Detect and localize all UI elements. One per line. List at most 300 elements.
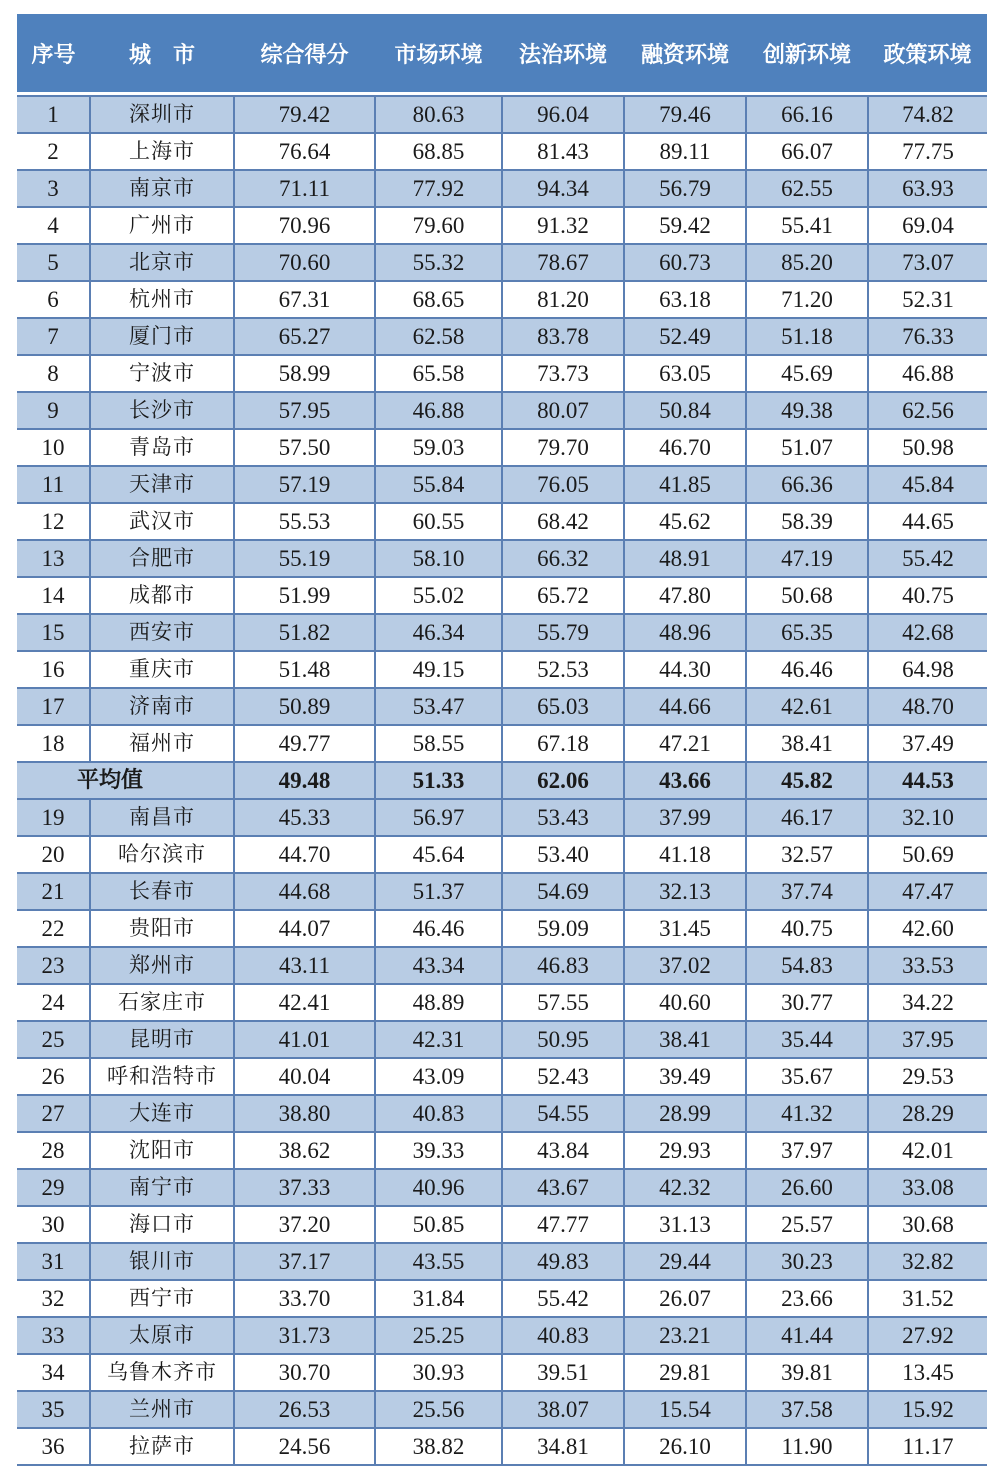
table-row xyxy=(17,1206,987,1243)
market-cell: 31.84 xyxy=(375,1280,502,1317)
table-row xyxy=(17,651,987,688)
table-row xyxy=(17,318,987,355)
average-financing-cell: 43.66 xyxy=(624,762,746,799)
legal-cell: 38.07 xyxy=(502,1391,624,1428)
innovation-cell: 46.17 xyxy=(746,799,868,836)
policy-cell: 40.75 xyxy=(868,577,987,614)
total-score-cell: 51.82 xyxy=(234,614,375,651)
total-score-cell: 76.64 xyxy=(234,133,375,170)
total-score-cell: 31.73 xyxy=(234,1317,375,1354)
total-score-cell: 33.70 xyxy=(234,1280,375,1317)
rank-cell: 7 xyxy=(17,318,90,355)
table-row xyxy=(17,1243,987,1280)
total-score-cell: 50.89 xyxy=(234,688,375,725)
market-cell: 46.34 xyxy=(375,614,502,651)
average-legal-cell: 62.06 xyxy=(502,762,624,799)
market-cell: 43.34 xyxy=(375,947,502,984)
financing-cell: 41.85 xyxy=(624,466,746,503)
city-cell: 成都市 xyxy=(90,577,234,614)
table-row xyxy=(17,466,987,503)
legal-cell: 55.42 xyxy=(502,1280,624,1317)
table-row xyxy=(17,873,987,910)
total-score-cell: 41.01 xyxy=(234,1021,375,1058)
total-score-cell: 55.53 xyxy=(234,503,375,540)
rank-cell: 29 xyxy=(17,1169,90,1206)
market-cell: 56.97 xyxy=(375,799,502,836)
policy-cell: 29.53 xyxy=(868,1058,987,1095)
market-cell: 60.55 xyxy=(375,503,502,540)
city-cell: 南京市 xyxy=(90,170,234,207)
city-cell: 长春市 xyxy=(90,873,234,910)
rank-cell: 21 xyxy=(17,873,90,910)
market-cell: 55.32 xyxy=(375,244,502,281)
innovation-cell: 46.46 xyxy=(746,651,868,688)
innovation-cell: 49.38 xyxy=(746,392,868,429)
legal-cell: 73.73 xyxy=(502,355,624,392)
legal-cell: 96.04 xyxy=(502,96,624,133)
legal-cell: 54.55 xyxy=(502,1095,624,1132)
market-cell: 40.96 xyxy=(375,1169,502,1206)
policy-cell: 73.07 xyxy=(868,244,987,281)
rank-cell: 17 xyxy=(17,688,90,725)
policy-cell: 69.04 xyxy=(868,207,987,244)
rank-cell: 5 xyxy=(17,244,90,281)
city-cell: 郑州市 xyxy=(90,947,234,984)
legal-cell: 65.03 xyxy=(502,688,624,725)
financing-cell: 15.54 xyxy=(624,1391,746,1428)
policy-cell: 48.70 xyxy=(868,688,987,725)
city-ranking-table-container xyxy=(17,14,987,1466)
table-row xyxy=(17,1058,987,1095)
average-row xyxy=(17,762,987,799)
table-row xyxy=(17,725,987,762)
city-cell: 厦门市 xyxy=(90,318,234,355)
financing-cell: 31.13 xyxy=(624,1206,746,1243)
city-cell: 深圳市 xyxy=(90,96,234,133)
table-row xyxy=(17,1317,987,1354)
table-row xyxy=(17,688,987,725)
total-score-cell: 44.68 xyxy=(234,873,375,910)
innovation-cell: 65.35 xyxy=(746,614,868,651)
rank-cell: 32 xyxy=(17,1280,90,1317)
header-row xyxy=(17,14,987,92)
market-cell: 55.84 xyxy=(375,466,502,503)
policy-cell: 32.10 xyxy=(868,799,987,836)
table-row xyxy=(17,947,987,984)
innovation-cell: 47.19 xyxy=(746,540,868,577)
legal-cell: 50.95 xyxy=(502,1021,624,1058)
market-cell: 43.55 xyxy=(375,1243,502,1280)
city-cell: 沈阳市 xyxy=(90,1132,234,1169)
financing-cell: 42.32 xyxy=(624,1169,746,1206)
financing-cell: 47.21 xyxy=(624,725,746,762)
market-cell: 39.33 xyxy=(375,1132,502,1169)
header-financing-environment: 融资环境 xyxy=(624,14,746,92)
city-cell: 太原市 xyxy=(90,1317,234,1354)
rank-cell: 15 xyxy=(17,614,90,651)
policy-cell: 42.68 xyxy=(868,614,987,651)
total-score-cell: 26.53 xyxy=(234,1391,375,1428)
rank-cell: 22 xyxy=(17,910,90,947)
policy-cell: 11.17 xyxy=(868,1428,987,1465)
market-cell: 43.09 xyxy=(375,1058,502,1095)
table-row xyxy=(17,1428,987,1465)
table-body xyxy=(17,92,987,1465)
policy-cell: 44.65 xyxy=(868,503,987,540)
policy-cell: 63.93 xyxy=(868,170,987,207)
total-score-cell: 37.17 xyxy=(234,1243,375,1280)
policy-cell: 27.92 xyxy=(868,1317,987,1354)
average-innovation-cell: 45.82 xyxy=(746,762,868,799)
financing-cell: 48.96 xyxy=(624,614,746,651)
total-score-cell: 51.48 xyxy=(234,651,375,688)
market-cell: 65.58 xyxy=(375,355,502,392)
city-cell: 武汉市 xyxy=(90,503,234,540)
total-score-cell: 57.50 xyxy=(234,429,375,466)
financing-cell: 63.05 xyxy=(624,355,746,392)
innovation-cell: 25.57 xyxy=(746,1206,868,1243)
total-score-cell: 51.99 xyxy=(234,577,375,614)
market-cell: 59.03 xyxy=(375,429,502,466)
innovation-cell: 85.20 xyxy=(746,244,868,281)
city-cell: 北京市 xyxy=(90,244,234,281)
financing-cell: 39.49 xyxy=(624,1058,746,1095)
financing-cell: 26.07 xyxy=(624,1280,746,1317)
rank-cell: 34 xyxy=(17,1354,90,1391)
rank-cell: 36 xyxy=(17,1428,90,1465)
financing-cell: 31.45 xyxy=(624,910,746,947)
rank-cell: 10 xyxy=(17,429,90,466)
table-row xyxy=(17,1169,987,1206)
total-score-cell: 57.19 xyxy=(234,466,375,503)
financing-cell: 37.99 xyxy=(624,799,746,836)
legal-cell: 59.09 xyxy=(502,910,624,947)
rank-cell: 9 xyxy=(17,392,90,429)
legal-cell: 94.34 xyxy=(502,170,624,207)
market-cell: 53.47 xyxy=(375,688,502,725)
table-row xyxy=(17,207,987,244)
table-row xyxy=(17,96,987,133)
city-cell: 贵阳市 xyxy=(90,910,234,947)
city-cell: 长沙市 xyxy=(90,392,234,429)
table-row xyxy=(17,133,987,170)
rank-cell: 25 xyxy=(17,1021,90,1058)
innovation-cell: 51.07 xyxy=(746,429,868,466)
header-policy-environment: 政策环境 xyxy=(868,14,987,92)
rank-cell: 2 xyxy=(17,133,90,170)
table-row xyxy=(17,170,987,207)
market-cell: 50.85 xyxy=(375,1206,502,1243)
city-cell: 重庆市 xyxy=(90,651,234,688)
city-cell: 银川市 xyxy=(90,1243,234,1280)
legal-cell: 66.32 xyxy=(502,540,624,577)
legal-cell: 91.32 xyxy=(502,207,624,244)
table-row xyxy=(17,614,987,651)
market-cell: 46.46 xyxy=(375,910,502,947)
innovation-cell: 11.90 xyxy=(746,1428,868,1465)
innovation-cell: 37.97 xyxy=(746,1132,868,1169)
innovation-cell: 42.61 xyxy=(746,688,868,725)
innovation-cell: 30.23 xyxy=(746,1243,868,1280)
policy-cell: 34.22 xyxy=(868,984,987,1021)
table-row xyxy=(17,836,987,873)
header-city: 城 市 xyxy=(90,14,234,92)
policy-cell: 32.82 xyxy=(868,1243,987,1280)
innovation-cell: 66.07 xyxy=(746,133,868,170)
rank-cell: 16 xyxy=(17,651,90,688)
city-cell: 宁波市 xyxy=(90,355,234,392)
total-score-cell: 65.27 xyxy=(234,318,375,355)
rank-cell: 12 xyxy=(17,503,90,540)
table-row xyxy=(17,429,987,466)
financing-cell: 26.10 xyxy=(624,1428,746,1465)
table-row xyxy=(17,1391,987,1428)
market-cell: 58.10 xyxy=(375,540,502,577)
rank-cell: 8 xyxy=(17,355,90,392)
total-score-cell: 38.62 xyxy=(234,1132,375,1169)
legal-cell: 78.67 xyxy=(502,244,624,281)
rank-cell: 26 xyxy=(17,1058,90,1095)
financing-cell: 37.02 xyxy=(624,947,746,984)
innovation-cell: 51.18 xyxy=(746,318,868,355)
policy-cell: 28.29 xyxy=(868,1095,987,1132)
market-cell: 42.31 xyxy=(375,1021,502,1058)
policy-cell: 55.42 xyxy=(868,540,987,577)
header-total-score: 综合得分 xyxy=(234,14,375,92)
market-cell: 58.55 xyxy=(375,725,502,762)
financing-cell: 29.44 xyxy=(624,1243,746,1280)
header-rank: 序号 xyxy=(17,14,90,92)
financing-cell: 59.42 xyxy=(624,207,746,244)
header-market-environment: 市场环境 xyxy=(375,14,502,92)
policy-cell: 77.75 xyxy=(868,133,987,170)
financing-cell: 47.80 xyxy=(624,577,746,614)
city-cell: 西安市 xyxy=(90,614,234,651)
rank-cell: 30 xyxy=(17,1206,90,1243)
total-score-cell: 42.41 xyxy=(234,984,375,1021)
city-cell: 合肥市 xyxy=(90,540,234,577)
city-cell: 拉萨市 xyxy=(90,1428,234,1465)
city-cell: 大连市 xyxy=(90,1095,234,1132)
policy-cell: 62.56 xyxy=(868,392,987,429)
table-row xyxy=(17,1021,987,1058)
header-innovation-environment: 创新环境 xyxy=(746,14,868,92)
total-score-cell: 44.70 xyxy=(234,836,375,873)
total-score-cell: 24.56 xyxy=(234,1428,375,1465)
policy-cell: 74.82 xyxy=(868,96,987,133)
table-row xyxy=(17,392,987,429)
legal-cell: 67.18 xyxy=(502,725,624,762)
market-cell: 30.93 xyxy=(375,1354,502,1391)
innovation-cell: 62.55 xyxy=(746,170,868,207)
rank-cell: 24 xyxy=(17,984,90,1021)
city-cell: 石家庄市 xyxy=(90,984,234,1021)
legal-cell: 68.42 xyxy=(502,503,624,540)
rank-cell: 11 xyxy=(17,466,90,503)
innovation-cell: 35.44 xyxy=(746,1021,868,1058)
financing-cell: 28.99 xyxy=(624,1095,746,1132)
legal-cell: 81.43 xyxy=(502,133,624,170)
table-row xyxy=(17,244,987,281)
innovation-cell: 66.16 xyxy=(746,96,868,133)
financing-cell: 89.11 xyxy=(624,133,746,170)
market-cell: 62.58 xyxy=(375,318,502,355)
total-score-cell: 71.11 xyxy=(234,170,375,207)
financing-cell: 63.18 xyxy=(624,281,746,318)
header-legal-environment: 法治环境 xyxy=(502,14,624,92)
table-row xyxy=(17,984,987,1021)
innovation-cell: 35.67 xyxy=(746,1058,868,1095)
financing-cell: 46.70 xyxy=(624,429,746,466)
average-policy-cell: 44.53 xyxy=(868,762,987,799)
policy-cell: 64.98 xyxy=(868,651,987,688)
rank-cell: 6 xyxy=(17,281,90,318)
market-cell: 40.83 xyxy=(375,1095,502,1132)
market-cell: 38.82 xyxy=(375,1428,502,1465)
innovation-cell: 40.75 xyxy=(746,910,868,947)
innovation-cell: 58.39 xyxy=(746,503,868,540)
market-cell: 49.15 xyxy=(375,651,502,688)
financing-cell: 23.21 xyxy=(624,1317,746,1354)
total-score-cell: 40.04 xyxy=(234,1058,375,1095)
city-cell: 南昌市 xyxy=(90,799,234,836)
rank-cell: 19 xyxy=(17,799,90,836)
legal-cell: 53.43 xyxy=(502,799,624,836)
rank-cell: 27 xyxy=(17,1095,90,1132)
innovation-cell: 39.81 xyxy=(746,1354,868,1391)
rank-cell: 20 xyxy=(17,836,90,873)
financing-cell: 29.93 xyxy=(624,1132,746,1169)
rank-cell: 3 xyxy=(17,170,90,207)
total-score-cell: 70.96 xyxy=(234,207,375,244)
total-score-cell: 38.80 xyxy=(234,1095,375,1132)
total-score-cell: 44.07 xyxy=(234,910,375,947)
total-score-cell: 49.77 xyxy=(234,725,375,762)
policy-cell: 52.31 xyxy=(868,281,987,318)
total-score-cell: 43.11 xyxy=(234,947,375,984)
city-cell: 天津市 xyxy=(90,466,234,503)
innovation-cell: 37.74 xyxy=(746,873,868,910)
innovation-cell: 41.44 xyxy=(746,1317,868,1354)
legal-cell: 52.53 xyxy=(502,651,624,688)
legal-cell: 65.72 xyxy=(502,577,624,614)
legal-cell: 83.78 xyxy=(502,318,624,355)
legal-cell: 49.83 xyxy=(502,1243,624,1280)
legal-cell: 80.07 xyxy=(502,392,624,429)
financing-cell: 44.66 xyxy=(624,688,746,725)
financing-cell: 44.30 xyxy=(624,651,746,688)
total-score-cell: 37.20 xyxy=(234,1206,375,1243)
total-score-cell: 30.70 xyxy=(234,1354,375,1391)
total-score-cell: 70.60 xyxy=(234,244,375,281)
market-cell: 55.02 xyxy=(375,577,502,614)
table-row xyxy=(17,1132,987,1169)
market-cell: 25.25 xyxy=(375,1317,502,1354)
innovation-cell: 50.68 xyxy=(746,577,868,614)
innovation-cell: 66.36 xyxy=(746,466,868,503)
rank-cell: 28 xyxy=(17,1132,90,1169)
innovation-cell: 32.57 xyxy=(746,836,868,873)
policy-cell: 50.69 xyxy=(868,836,987,873)
legal-cell: 40.83 xyxy=(502,1317,624,1354)
policy-cell: 50.98 xyxy=(868,429,987,466)
table-row xyxy=(17,1095,987,1132)
average-label: 平均值 xyxy=(17,762,234,799)
policy-cell: 76.33 xyxy=(868,318,987,355)
market-cell: 51.37 xyxy=(375,873,502,910)
legal-cell: 43.67 xyxy=(502,1169,624,1206)
policy-cell: 13.45 xyxy=(868,1354,987,1391)
legal-cell: 79.70 xyxy=(502,429,624,466)
market-cell: 45.64 xyxy=(375,836,502,873)
legal-cell: 47.77 xyxy=(502,1206,624,1243)
city-cell: 乌鲁木齐市 xyxy=(90,1354,234,1391)
legal-cell: 53.40 xyxy=(502,836,624,873)
financing-cell: 56.79 xyxy=(624,170,746,207)
market-cell: 80.63 xyxy=(375,96,502,133)
rank-cell: 35 xyxy=(17,1391,90,1428)
financing-cell: 41.18 xyxy=(624,836,746,873)
table-row xyxy=(17,355,987,392)
rank-cell: 14 xyxy=(17,577,90,614)
city-cell: 上海市 xyxy=(90,133,234,170)
rank-cell: 1 xyxy=(17,96,90,133)
city-cell: 呼和浩特市 xyxy=(90,1058,234,1095)
policy-cell: 37.95 xyxy=(868,1021,987,1058)
legal-cell: 81.20 xyxy=(502,281,624,318)
table-row xyxy=(17,540,987,577)
total-score-cell: 55.19 xyxy=(234,540,375,577)
market-cell: 48.89 xyxy=(375,984,502,1021)
total-score-cell: 45.33 xyxy=(234,799,375,836)
average-market-cell: 51.33 xyxy=(375,762,502,799)
financing-cell: 38.41 xyxy=(624,1021,746,1058)
innovation-cell: 37.58 xyxy=(746,1391,868,1428)
city-cell: 昆明市 xyxy=(90,1021,234,1058)
market-cell: 68.65 xyxy=(375,281,502,318)
financing-cell: 40.60 xyxy=(624,984,746,1021)
innovation-cell: 45.69 xyxy=(746,355,868,392)
financing-cell: 45.62 xyxy=(624,503,746,540)
legal-cell: 43.84 xyxy=(502,1132,624,1169)
total-score-cell: 37.33 xyxy=(234,1169,375,1206)
financing-cell: 79.46 xyxy=(624,96,746,133)
financing-cell: 29.81 xyxy=(624,1354,746,1391)
innovation-cell: 71.20 xyxy=(746,281,868,318)
rank-cell: 31 xyxy=(17,1243,90,1280)
city-cell: 海口市 xyxy=(90,1206,234,1243)
innovation-cell: 41.32 xyxy=(746,1095,868,1132)
rank-cell: 33 xyxy=(17,1317,90,1354)
rank-cell: 13 xyxy=(17,540,90,577)
table-row xyxy=(17,1280,987,1317)
innovation-cell: 23.66 xyxy=(746,1280,868,1317)
table-row xyxy=(17,503,987,540)
legal-cell: 46.83 xyxy=(502,947,624,984)
table-row xyxy=(17,910,987,947)
financing-cell: 52.49 xyxy=(624,318,746,355)
average-total-score-cell: 49.48 xyxy=(234,762,375,799)
legal-cell: 39.51 xyxy=(502,1354,624,1391)
city-business-environment-table xyxy=(17,14,987,1466)
financing-cell: 48.91 xyxy=(624,540,746,577)
table-row xyxy=(17,281,987,318)
policy-cell: 47.47 xyxy=(868,873,987,910)
city-cell: 兰州市 xyxy=(90,1391,234,1428)
city-cell: 广州市 xyxy=(90,207,234,244)
total-score-cell: 58.99 xyxy=(234,355,375,392)
table-row xyxy=(17,799,987,836)
